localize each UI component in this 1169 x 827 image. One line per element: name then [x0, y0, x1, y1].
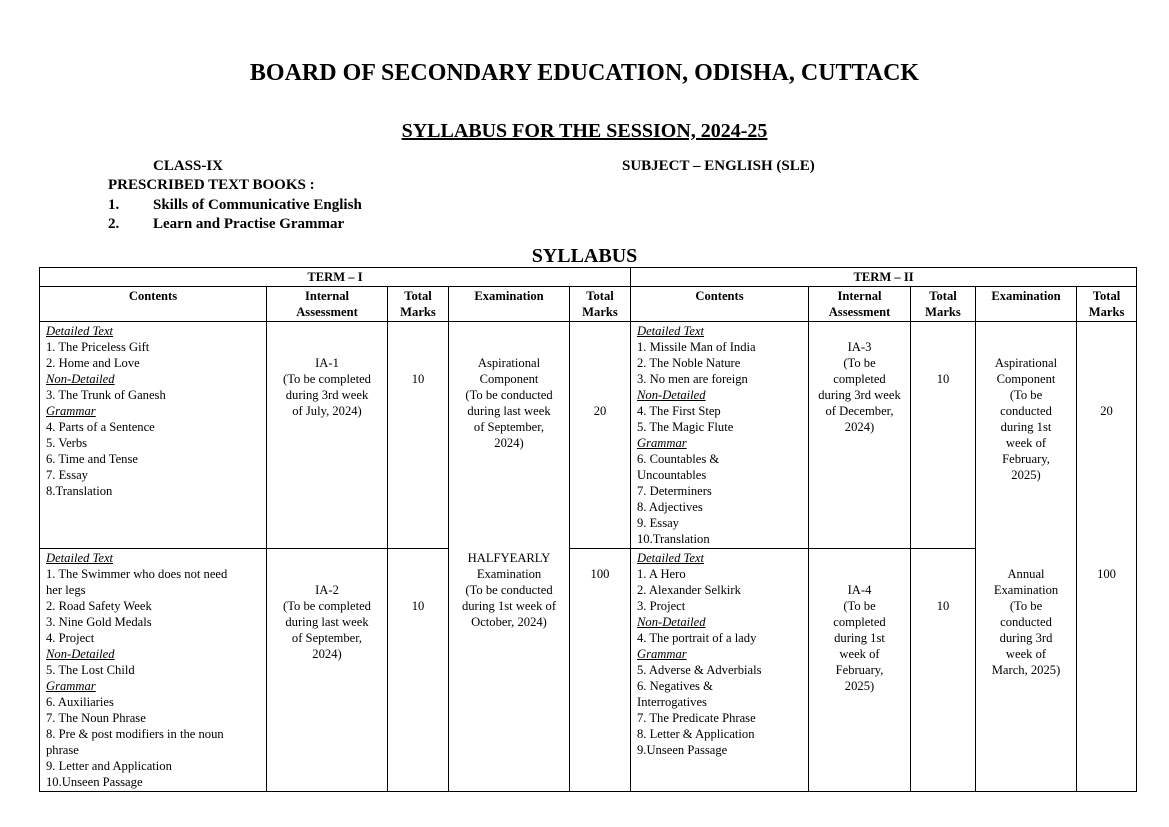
cell-line: (To be completed: [283, 372, 371, 386]
cell-line: week of: [1005, 436, 1047, 450]
term1-ia2: [267, 549, 388, 792]
syllabus-item: 3. Project: [637, 599, 686, 613]
cell-line: 2025): [1011, 468, 1041, 482]
syllabus-item: 10.Unseen Passage: [46, 775, 143, 789]
class-label: CLASS-IX: [153, 158, 224, 174]
syllabus-item: 6. Negatives &: [637, 679, 713, 693]
cell-line: IA-1: [315, 356, 339, 370]
term2-contents-b: [631, 549, 809, 792]
cell-line: (To be conducted: [465, 582, 553, 597]
marks-value: 10: [936, 372, 950, 386]
cell-line: IA-3: [847, 340, 872, 354]
cell-line: Aspirational: [994, 356, 1058, 370]
col-contents: Contents: [40, 287, 267, 322]
cell-line: during 1st: [1000, 420, 1052, 434]
syllabus-heading: SYLLABUS: [531, 245, 638, 267]
marks-value: 10: [411, 599, 425, 613]
syllabus-item: 9. Essay: [637, 516, 679, 530]
syllabus-item: 5. The Lost Child: [46, 663, 135, 677]
term1-aspirational-exam: [449, 322, 570, 549]
term2-aspirational-total: [1077, 322, 1137, 549]
col-label: Marks: [582, 305, 618, 319]
syllabus-item: 2. Alexander Selkirk: [637, 583, 741, 597]
syllabus-item: 7. Essay: [46, 468, 88, 482]
cell-line: (To be conducted: [465, 388, 553, 402]
term1-ia1: [267, 322, 388, 549]
cell-line: IA-2: [315, 583, 339, 597]
cell-line: (To be: [1009, 598, 1043, 613]
term1-ia1-marks: [388, 322, 449, 549]
col-label: Internal: [837, 289, 882, 303]
syllabus-item: 8. Adjectives: [637, 500, 703, 514]
syllabus-item: 10.Translation: [637, 532, 710, 546]
syllabus-item: 2. Road Safety Week: [46, 599, 152, 613]
col-label: Total: [404, 289, 432, 303]
term1-halfyearly-exam: [449, 549, 570, 792]
total-value: 20: [593, 404, 607, 418]
section-heading: Detailed Text: [46, 551, 114, 565]
syllabus-item: 6. Countables &: [637, 452, 720, 466]
section-heading: Grammar: [46, 404, 96, 418]
syllabus-item: 8. Pre & post modifiers in the noun: [46, 727, 224, 741]
section-heading: Non-Detailed: [46, 647, 115, 661]
marks-value: 10: [936, 599, 950, 613]
cell-line: (To be: [843, 356, 876, 370]
cell-line: IA-4: [847, 583, 872, 597]
syllabus-item: 6. Auxiliaries: [46, 695, 114, 709]
cell-line: conducted: [1000, 614, 1052, 629]
term2-ia4-marks: [911, 549, 976, 792]
section-heading: Detailed Text: [637, 324, 705, 338]
syllabus-item: 7. The Noun Phrase: [46, 711, 146, 725]
cell-line: (To be: [1009, 388, 1043, 402]
cell-line: February,: [1002, 452, 1050, 466]
syllabus-item: 3. No men are foreign: [637, 372, 748, 386]
cell-line: conducted: [1000, 404, 1052, 418]
col-label: Internal: [304, 289, 350, 303]
col-label: Assessment: [828, 305, 891, 319]
cell-line: Component: [479, 372, 539, 386]
term2-ia3-marks: [911, 322, 976, 549]
syllabus-item: 7. Determiners: [637, 484, 712, 498]
section-heading: Non-Detailed: [46, 372, 115, 386]
term1-halfyearly-total: [570, 549, 631, 792]
syllabus-item: 7. The Predicate Phrase: [637, 711, 756, 725]
section-heading: Grammar: [637, 436, 687, 450]
section-heading: Grammar: [46, 679, 96, 693]
cell-line: of September,: [291, 631, 363, 645]
term2-annual-total: [1077, 549, 1137, 792]
cell-line: during 3rd week: [818, 388, 901, 402]
col-total-marks: [388, 287, 449, 322]
term-1-heading: TERM – I: [40, 268, 631, 287]
cell-line: during last week: [285, 615, 369, 629]
syllabus-item: 1. The Swimmer who does not need: [46, 567, 228, 581]
syllabus-item: 5. Adverse & Adverbials: [637, 663, 762, 677]
syllabus-item: 9.Unseen Passage: [637, 743, 728, 757]
col-contents: Contents: [631, 287, 809, 322]
prescribed-label: PRESCRIBED TEXT BOOKS :: [108, 177, 315, 193]
syllabus-item: 9. Letter and Application: [46, 759, 172, 773]
term2-ia4: [809, 549, 911, 792]
term-2-heading: TERM – II: [631, 268, 1137, 287]
term2-contents-a: [631, 322, 809, 549]
col-label: Total: [586, 289, 614, 303]
subject-label: SUBJECT – ENGLISH (SLE): [622, 158, 815, 174]
term1-aspirational-total: [570, 322, 631, 549]
section-heading: Non-Detailed: [637, 615, 706, 629]
cell-line: during 3rd week: [285, 388, 369, 402]
syllabus-item: 3. The Trunk of Ganesh: [46, 388, 166, 402]
cell-line: completed: [833, 372, 886, 386]
board-title: BOARD OF SECONDARY EDUCATION, ODISHA, CUTTACK: [249, 60, 920, 86]
col-internal-assessment: [267, 287, 388, 322]
syllabus-item: 8.Translation: [46, 484, 113, 498]
book-number: 2.: [108, 216, 120, 232]
term1-ia2-marks: [388, 549, 449, 792]
cell-line: Examination: [476, 566, 542, 581]
cell-line: of December,: [825, 404, 894, 418]
syllabus-item: 5. The Magic Flute: [637, 420, 734, 434]
col-examination: Examination: [976, 287, 1077, 322]
cell-line: (To be: [843, 599, 876, 613]
term2-annual-exam: [976, 549, 1077, 792]
syllabus-item: Interrogatives: [637, 695, 707, 709]
col-total-marks: [570, 287, 631, 322]
cell-line: during 1st week of: [461, 598, 557, 613]
cell-line: Component: [996, 372, 1056, 386]
syllabus-item: 8. Letter & Application: [637, 727, 755, 741]
book-title: Learn and Practise Grammar: [153, 216, 345, 232]
session-title: SYLLABUS FOR THE SESSION, 2024-25: [401, 120, 768, 142]
cell-line: HALFYEARLY: [467, 550, 551, 565]
syllabus-item: 3. Nine Gold Medals: [46, 615, 152, 629]
syllabus-item: 4. Project: [46, 631, 95, 645]
term1-contents-a: [40, 322, 267, 549]
syllabus-item: 1. Missile Man of India: [637, 340, 756, 354]
cell-line: March, 2025): [991, 662, 1061, 677]
term1-contents-b: [40, 549, 267, 792]
col-examination: Examination: [449, 287, 570, 322]
cell-line: during 3rd: [999, 630, 1053, 645]
syllabus-item: her legs: [46, 583, 86, 597]
cell-line: Annual: [1007, 566, 1045, 581]
total-value: 100: [590, 567, 610, 581]
section-heading: Grammar: [637, 647, 687, 661]
cell-line: during last week: [467, 404, 551, 418]
book-number: 1.: [108, 197, 120, 213]
cell-line: of September,: [473, 420, 545, 434]
cell-line: Examination: [993, 582, 1059, 597]
section-heading: Detailed Text: [637, 551, 705, 565]
section-heading: Non-Detailed: [637, 388, 706, 402]
syllabus-item: 2. The Noble Nature: [637, 356, 741, 370]
cell-line: 2024): [312, 647, 342, 661]
cell-line: (To be completed: [283, 599, 371, 613]
cell-line: February,: [835, 663, 884, 677]
cell-line: October, 2024): [471, 614, 547, 629]
marks-value: 10: [411, 372, 425, 386]
section-heading: Detailed Text: [46, 324, 114, 338]
col-label: Assessment: [296, 305, 358, 319]
cell-line: week of: [839, 647, 880, 661]
col-label: Marks: [1088, 305, 1125, 319]
col-label: Marks: [925, 305, 961, 319]
syllabus-item: 1. A Hero: [637, 567, 686, 581]
cell-line: Aspirational: [477, 356, 541, 370]
cell-line: during 1st: [834, 631, 885, 645]
col-label: Total: [929, 289, 957, 303]
cell-line: week of: [1005, 646, 1047, 661]
col-total-marks: [911, 287, 976, 322]
total-value: 20: [1100, 404, 1113, 418]
syllabus-item: 4. The First Step: [637, 404, 721, 418]
syllabus-item: 4. Parts of a Sentence: [46, 420, 155, 434]
book-title: Skills of Communicative English: [153, 197, 362, 213]
total-value: 100: [1097, 566, 1116, 581]
syllabus-item: 6. Time and Tense: [46, 452, 138, 466]
syllabus-item: Uncountables: [637, 468, 707, 482]
col-label: Marks: [400, 305, 436, 319]
syllabus-item: 1. The Priceless Gift: [46, 340, 150, 354]
cell-line: 2024): [844, 420, 875, 434]
cell-line: 2024): [494, 436, 524, 450]
cell-line: of July, 2024): [292, 404, 362, 418]
term2-aspirational-exam: [976, 322, 1077, 549]
col-internal-assessment: [809, 287, 911, 322]
syllabus-item: phrase: [46, 743, 79, 757]
syllabus-table: [39, 267, 1137, 792]
syllabus-item: 5. Verbs: [46, 436, 88, 450]
syllabus-item: 2. Home and Love: [46, 356, 140, 370]
term2-ia3: [809, 322, 911, 549]
cell-line: 2025): [844, 679, 875, 693]
col-total-marks: [1077, 287, 1137, 322]
col-label: Total: [1092, 289, 1121, 303]
syllabus-item: 4. The portrait of a lady: [637, 631, 757, 645]
cell-line: completed: [833, 615, 886, 629]
